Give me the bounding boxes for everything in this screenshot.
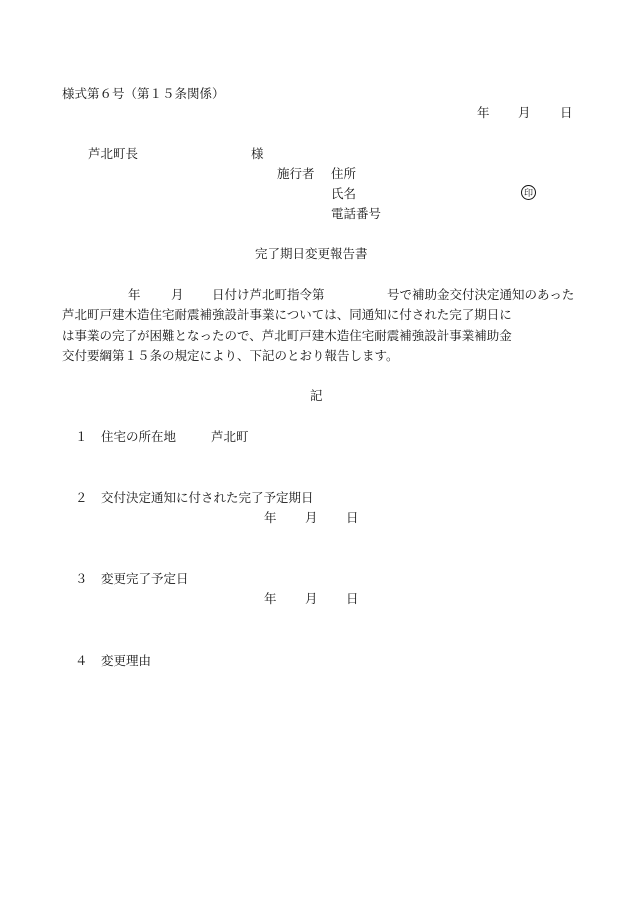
item-2-day: 日 bbox=[346, 510, 359, 525]
form-number: 様式第６号（第１５条関係） bbox=[62, 86, 225, 101]
report-date-month: 月 bbox=[518, 105, 531, 120]
body-line1-year: 年 bbox=[128, 287, 141, 302]
applicant-role-label: 施行者 bbox=[277, 166, 315, 181]
item-3-label: 変更完了予定日 bbox=[101, 571, 189, 586]
report-date-day: 日 bbox=[560, 105, 573, 120]
body-line1-day-text: 日付け芦北町指令第 bbox=[212, 287, 325, 302]
body-line2: 芦北町戸建木造住宅耐震補強設計事業については、同通知に付された完了期日に bbox=[62, 307, 512, 322]
recipient-name: 芦北町長 bbox=[88, 146, 139, 161]
recipient-honorific: 様 bbox=[251, 146, 264, 161]
seal-mark: 印 bbox=[521, 185, 536, 200]
item-4-number: ４ bbox=[75, 653, 88, 668]
item-1-number: １ bbox=[75, 429, 88, 444]
item-1-value: 芦北町 bbox=[211, 429, 249, 444]
item-3-day: 日 bbox=[346, 591, 359, 606]
item-1-label: 住宅の所在地 bbox=[101, 429, 177, 444]
item-3-month: 月 bbox=[305, 591, 318, 606]
body-line1-rest: 号で補助金交付決定通知のあった bbox=[387, 287, 575, 302]
body-line3: は事業の完了が困難となったので、芦北町戸建木造住宅耐震補強設計事業補助金 bbox=[62, 328, 512, 343]
body-line1-month: 月 bbox=[171, 287, 184, 302]
item-2-label: 交付決定通知に付された完了予定期日 bbox=[101, 490, 314, 505]
item-2-year: 年 bbox=[264, 510, 277, 525]
report-date-year: 年 bbox=[477, 105, 490, 120]
address-label: 住所 bbox=[331, 166, 357, 181]
phone-label: 電話番号 bbox=[331, 206, 382, 221]
item-3-year: 年 bbox=[264, 591, 277, 606]
note-label: 記 bbox=[310, 388, 323, 403]
body-line4: 交付要綱第１５条の規定により、下記のとおり報告します。 bbox=[62, 348, 399, 363]
item-4-label: 変更理由 bbox=[101, 653, 152, 668]
document-title: 完了期日変更報告書 bbox=[255, 246, 368, 261]
item-3-number: ３ bbox=[75, 571, 88, 586]
item-2-number: ２ bbox=[75, 490, 88, 505]
item-2-month: 月 bbox=[305, 510, 318, 525]
name-label: 氏名 bbox=[331, 186, 357, 201]
